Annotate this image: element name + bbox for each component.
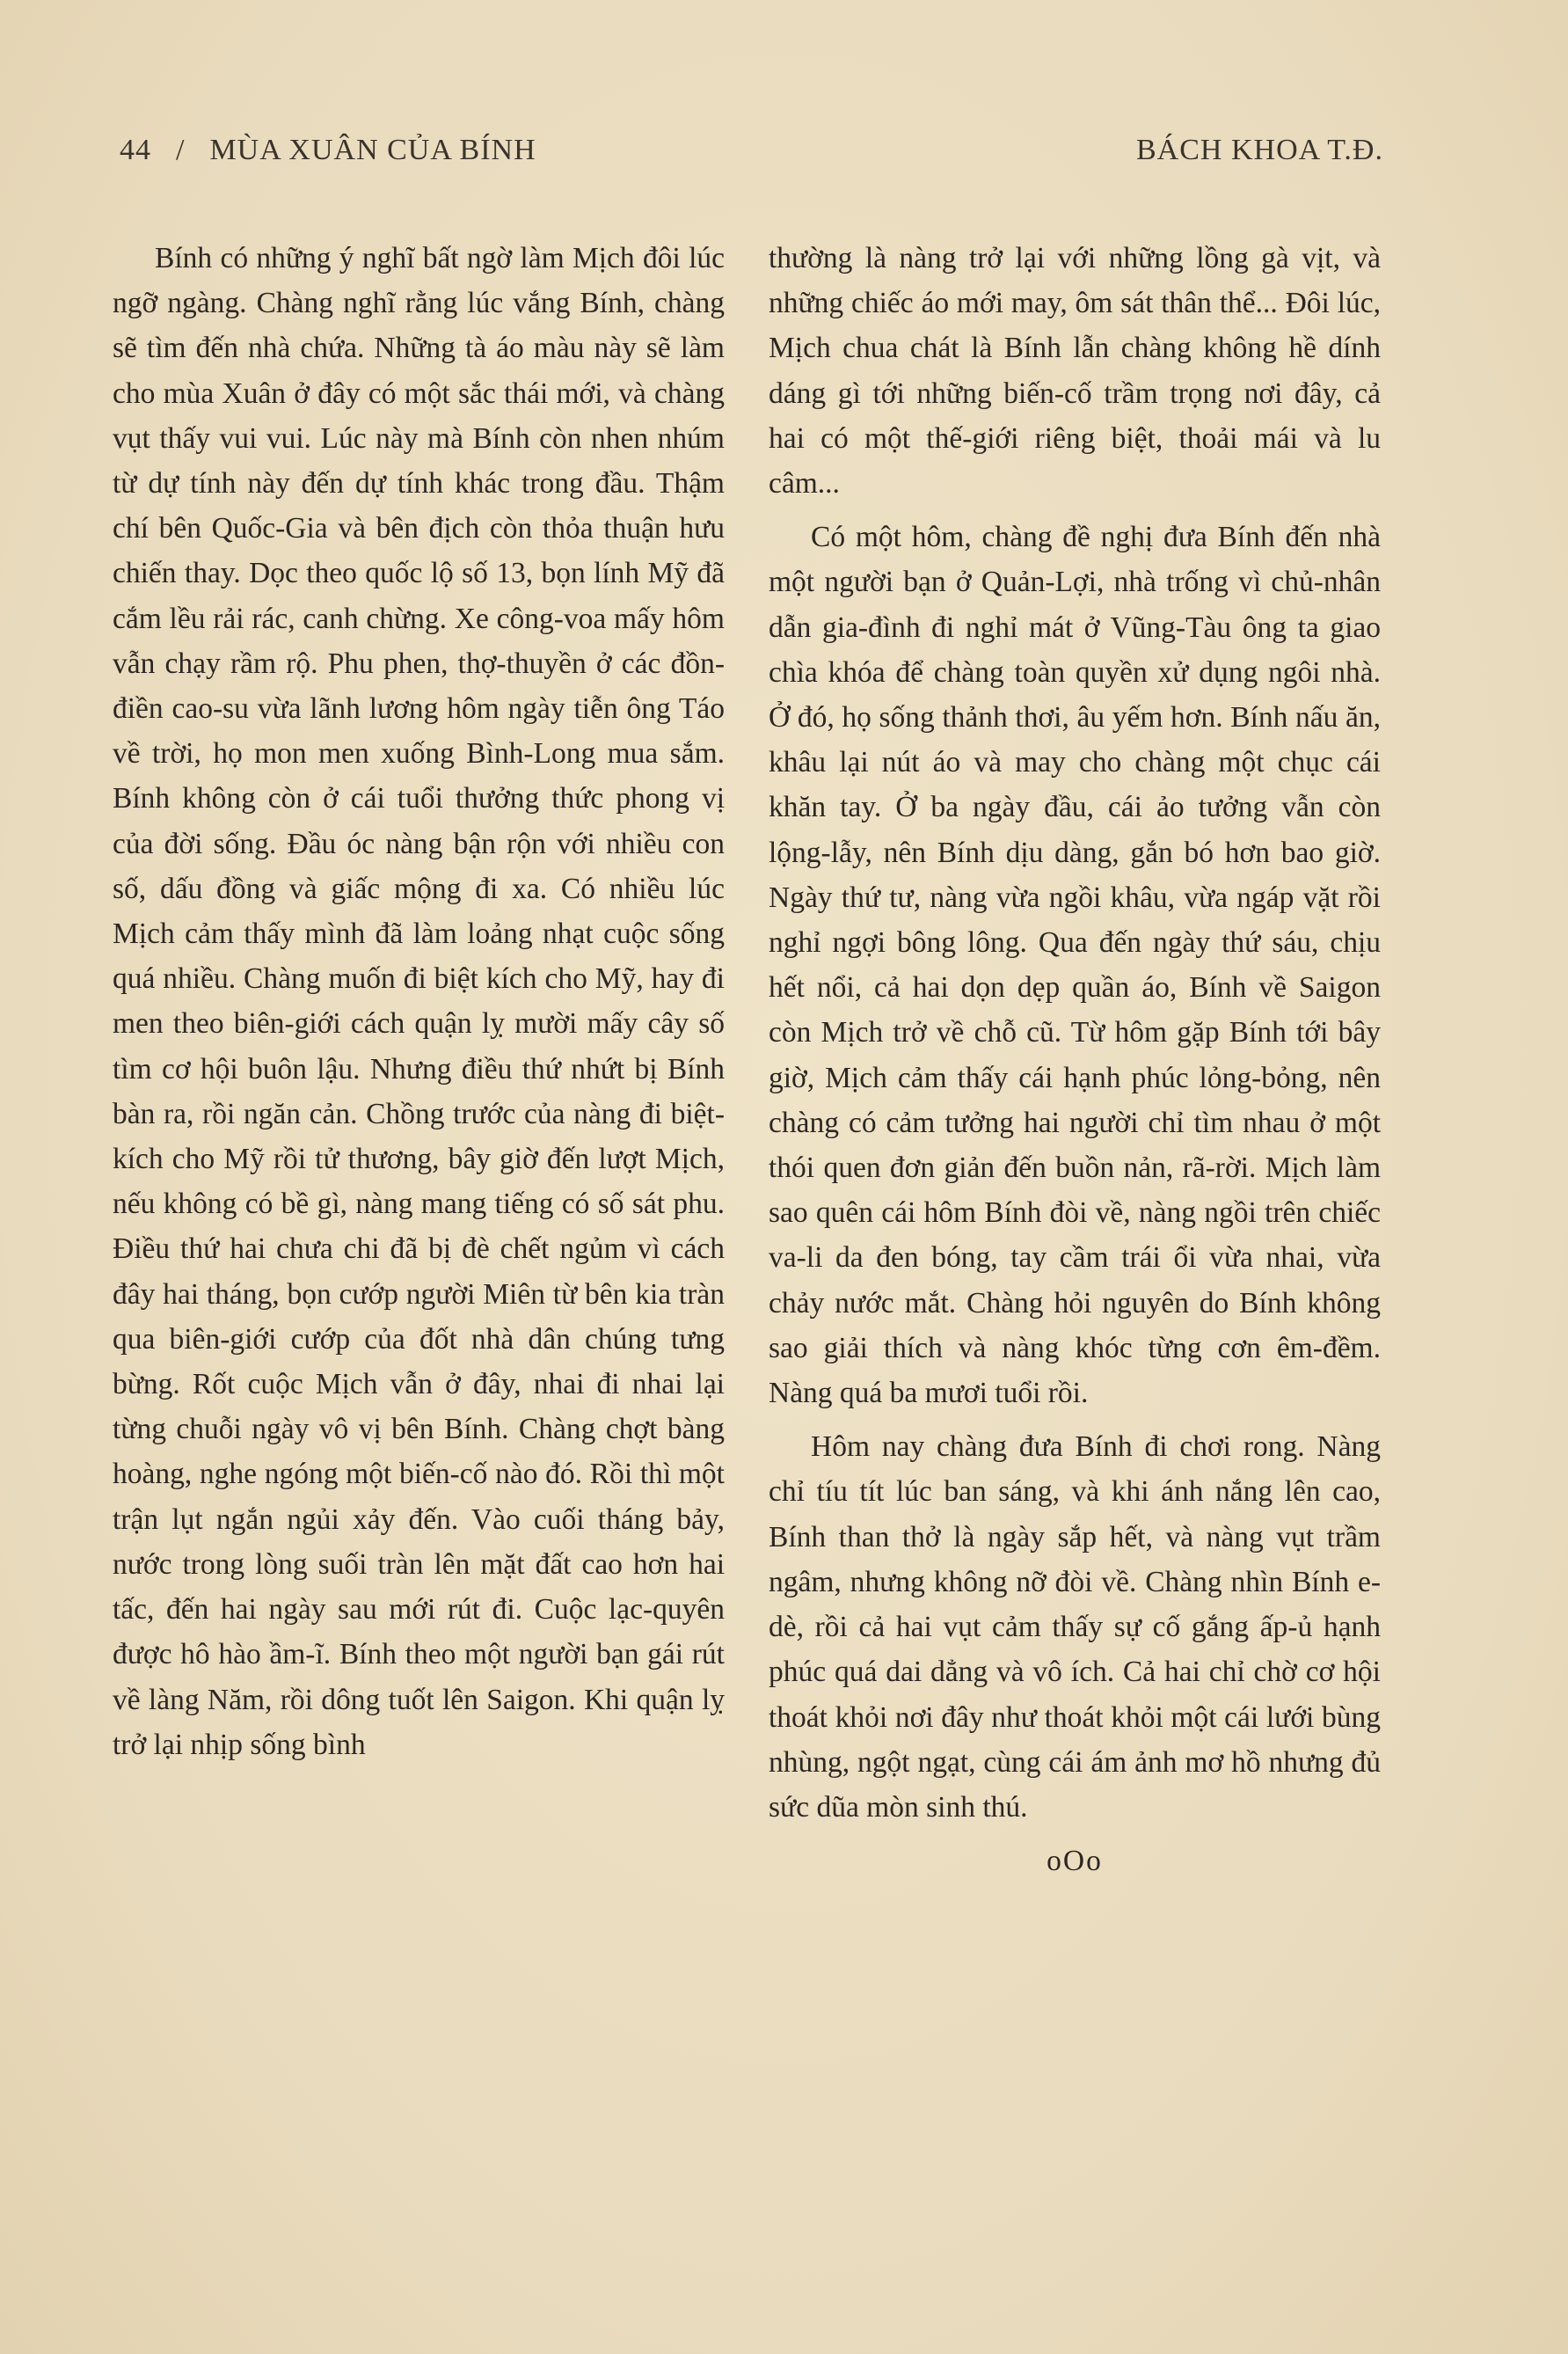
right-column: [769, 236, 1381, 1883]
paragraph: Bính có những ý nghĩ bất ngờ làm Mịch đôi lúc ngỡ ngàng. Chàng nghĩ rằng lúc vắng Bính, chàng sẽ tìm đến nhà chứa. Những tà áo màu này sẽ làm cho mùa Xuân ở đây có một sắc thái mới, và chàng vụt thấy vui vui. Lúc này mà Bính còn nhen nhúm từ dự tính này đến dự tính khác trong đầu. Thậm chí bên Quốc-Gia và bên địch còn thỏa thuận hưu chiến thay. Dọc theo quốc lộ số 13, bọn lính Mỹ đã cắm lều rải rác, canh chừng. Xe công-voa mấy hôm vẫn chạy rầm rộ. Phu phen, thợ-thuyền ở các đồn-điền cao-su vừa lãnh lương hôm ngày tiễn ông Táo về trời, họ mon men xuống Bình-Long mua sắm. Bính không còn ở cái tuổi thưởng thức phong vị của đời sống. Đầu óc nàng bận rộn với nhiều con số, dấu đồng và giấc mộng đi xa. Có nhiều lúc Mịch cảm thấy mình đã làm loảng nhạt cuộc sống quá nhiều. Chàng muốn đi biệt kích cho Mỹ, hay đi men theo biên-giới cách quận lỵ mười mấy cây số tìm cơ hội buôn lậu. Nhưng điều thứ nhứt bị Bính bàn ra, rồi ngăn cản. Chồng trước của nàng đi biệt-kích cho Mỹ rồi tử thương, bây giờ đến lượt Mịch, nếu không có bề gì, nàng mang tiếng có số sát phu. Điều thứ hai chưa chi đã bị đè chết ngủm vì cách đây hai tháng, bọn cướp người Miên từ bên kia tràn qua biên-giới cướp của đốt nhà dân chúng tưng bừng. Rốt cuộc Mịch vẫn ở đây, nhai đi nhai lại từng chuỗi ngày vô vị bên Bính. Chàng chợt bàng hoàng, nghe ngóng một biến-cố nào đó. Rồi thì một trận lụt ngắn ngủi xảy đến. Vào cuối tháng bảy, nước trong lòng suối tràn lên mặt đất cao hơn hai tấc, đến hai ngày sau mới rút đi. Cuộc lạc-quyên được hô hào ầm-ĩ. Bính theo một người bạn gái rút về làng Năm, rồi dông tuốt lên Saigon. Khi quận lỵ trở lại nhịp sống bình: [113, 242, 725, 1761]
running-header: [120, 134, 1383, 178]
magazine-name: BÁCH KHOA T.Đ.: [1136, 134, 1383, 166]
paragraph: Hôm nay chàng đưa Bính đi chơi rong. Nàng chỉ tíu tít lúc ban sáng, và khi ánh nắng lên cao, Bính than thở là ngày sắp hết, và nàng vụt trầm ngâm, nhưng không nỡ đòi về. Chàng nhìn Bính e-dè, rồi cả hai vụt cảm thấy sự cố gắng ấp-ủ hạnh phúc quá dai dẳng và vô ích. Cả hai chỉ chờ cơ hội thoát khỏi nơi đây như thoát khỏi một cái lưới bùng nhùng, ngột ngạt, cùng cái ám ảnh mơ hồ nhưng đủ sức dũa mòn sinh thú.: [769, 1430, 1381, 1824]
page-number: 44: [120, 134, 151, 166]
left-column: [113, 236, 725, 1767]
paragraph: Có một hôm, chàng đề nghị đưa Bính đến nhà một người bạn ở Quản-Lợi, nhà trống vì chủ-nhân dẫn gia-đình đi nghỉ mát ở Vũng-Tàu ông ta giao chìa khóa để chàng toàn quyền xử dụng ngôi nhà. Ở đó, họ sống thảnh thơi, âu yếm hơn. Bính nấu ăn, khâu lại nút áo và may cho chàng một chục cái khăn tay. Ở ba ngày đầu, cái ảo tưởng vẫn còn lộng-lẫy, nên Bính dịu dàng, gắn bó hơn bao giờ. Ngày thứ tư, nàng vừa ngồi khâu, vừa ngáp vặt rồi nghỉ ngợi bông lông. Qua đến ngày thứ sáu, chịu hết nổi, cả hai dọn dẹp quần áo, Bính về Saigon còn Mịch trở về chỗ cũ. Từ hôm gặp Bính tới bây giờ, Mịch cảm thấy cái hạnh phúc lỏng-bỏng, nên chàng có cảm tưởng hai người chỉ tìm nhau ở một thói quen đơn giản đến buồn nản, rã-rời. Mịch làm sao quên cái hôm Bính đòi về, nàng ngồi trên chiếc va-li da đen bóng, tay cầm trái ổi vừa nhai, vừa chảy nước mắt. Chàng hỏi nguyên do Bính không sao giải thích và nàng khóc từng cơn êm-đềm. Nàng quá ba mươi tuổi rồi.: [769, 521, 1381, 1410]
paragraph: thường là nàng trở lại với những lồng gà vịt, và những chiếc áo mới may, ôm sát thân thể... Đôi lúc, Mịch chua chát là Bính lẫn chàng không hề dính dáng gì tới những biến-cố trầm trọng nơi đây, cả hai có một thế-giới riêng biệt, thoải mái và lu câm...: [769, 242, 1381, 501]
header-separator: /: [176, 134, 186, 166]
story-title: MÙA XUÂN CỦA BÍNH: [209, 134, 536, 166]
end-mark: oOo: [1047, 1845, 1103, 1878]
